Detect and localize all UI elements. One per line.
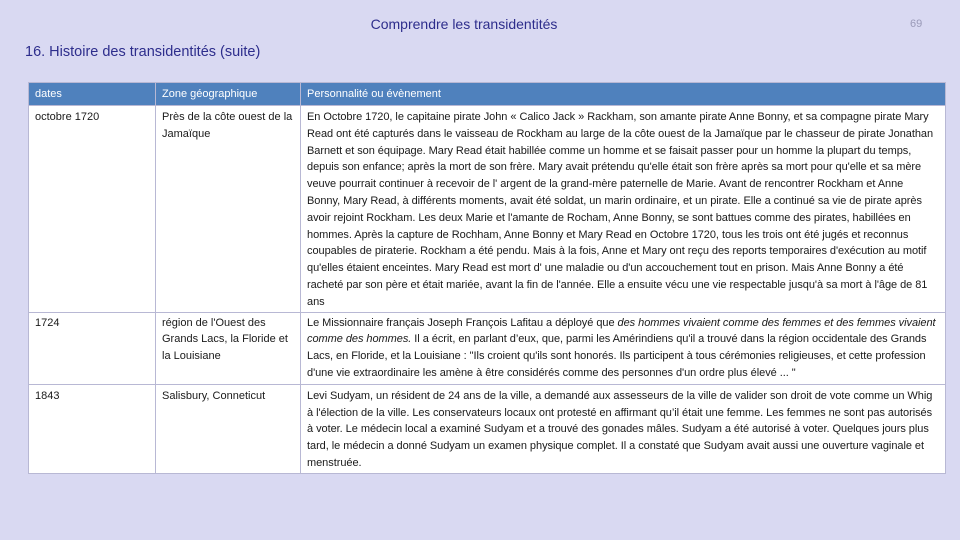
zone-cell: Près de la côte ouest de la Jamaïque: [156, 106, 301, 313]
event-text-italic: des hommes vivaient comme des femmes et des femmes vivaient comme des hommes.: [307, 316, 936, 346]
event-cell: [301, 312, 946, 384]
event-cell: Levi Sudyam, un résident de 24 ans de la ville, a demandé aux assesseurs de la ville de valider son droit de vote comme un Whig à l'élection de la ville. Les conservateurs locaux ont protesté en affirmant qu’il était une femme. Les femmes ne sont pas autorisés à voter. Le médecin local a examiné Sudyam et a trouvé des gonades mâles. Sudyam a été autorisé à voter. Quelques jours plus tard, le médecin a donné Sudyam un examen physique complet. Il a constaté que Sudyam avait aussi une ouverture vaginale et menstruée.: [301, 384, 946, 473]
date-cell: 1724: [29, 312, 156, 384]
event-cell: En Octobre 1720, le capitaine pirate John « Calico Jack » Rackham, son amante pirate Anne Bonny, et sa compagne pirate Mary Read ont été capturés dans le vaisseau de Rockham au large de la côte ouest de la Jamaïque par le chasseur de pirate Jonathan Barnett et son équipage. Mary Read était habillée comme un homme et se faisait passer pour un homme la plupart du temps, depuis son enfance; après la mort de son frère. Mary avait prétendu qu'elle était son frère après sa mort pour qu'elle et sa mère veuve pourrait continuer à recevoir de l' argent de la grand-mère paternelle de Marie. Avant de rencontrer Rockham et Anne Bonny, Mary Read, à différents moments, avait été soldat, un marin ordinaire, et un pirate. Elle a continué sa vie de pirate après avoir rejoint Rockham. Les deux Marie et l'amante de Rocham, Anne Bonny, se sont battues comme des pirates, habillées en hommes. Après la capture de Rochham, Anne Bonny et Mary Read en Octobre 1720, tous les trois ont été jugés et reconnus coupables de piraterie. Rockham a été pendu. Mais à la fois, Anne et Mary ont reçu des reports temporaires d'exécution au motif qu'elles étaient enceintes. Mary Read est mort d' une maladie ou d'un accouchement tout en prison. Mais Anne Bonny a été racheté par son père et était mariée, avant la fin de l'année. Elle a ensuite vécu une vie respectable jusqu'à sa mort à l'âge de 81 ans: [301, 106, 946, 313]
table-row: [29, 106, 946, 313]
section-title: 16. Histoire des transidentités (suite): [25, 44, 261, 60]
column-header-dates: dates: [29, 83, 156, 106]
column-header-event: Personnalité ou évènement: [301, 83, 946, 106]
zone-cell: Salisbury, Conneticut: [156, 384, 301, 473]
date-cell: 1843: [29, 384, 156, 473]
event-text-end: Il a écrit, en parlant d’eux, que, parmi les Amérindiens qu'il a trouvé dans la région occidentale des Grands Lacs, en Floride, et la Louisiane : "Ils croient qu'ils sont honorés. Ils participent à tous cérémonies religieuses, et cette profession d'une vie extraordinaire les amène à être considérés comme des personnes d'un ordre plus élevé ... ": [307, 333, 927, 379]
date-cell: octobre 1720: [29, 106, 156, 313]
page-number: 69: [910, 18, 923, 30]
event-text-start: Le Missionnaire français Joseph François Lafitau a déployé que: [307, 316, 618, 329]
history-table: [28, 82, 946, 474]
table-header-row: [29, 83, 946, 106]
slide-title: Comprendre les transidentités: [370, 16, 558, 32]
table-row: [29, 384, 946, 473]
column-header-zone: Zone géographique: [156, 83, 301, 106]
zone-cell: région de l'Ouest des Grands Lacs, la Floride et la Louisiane: [156, 312, 301, 384]
table-row: [29, 312, 946, 384]
